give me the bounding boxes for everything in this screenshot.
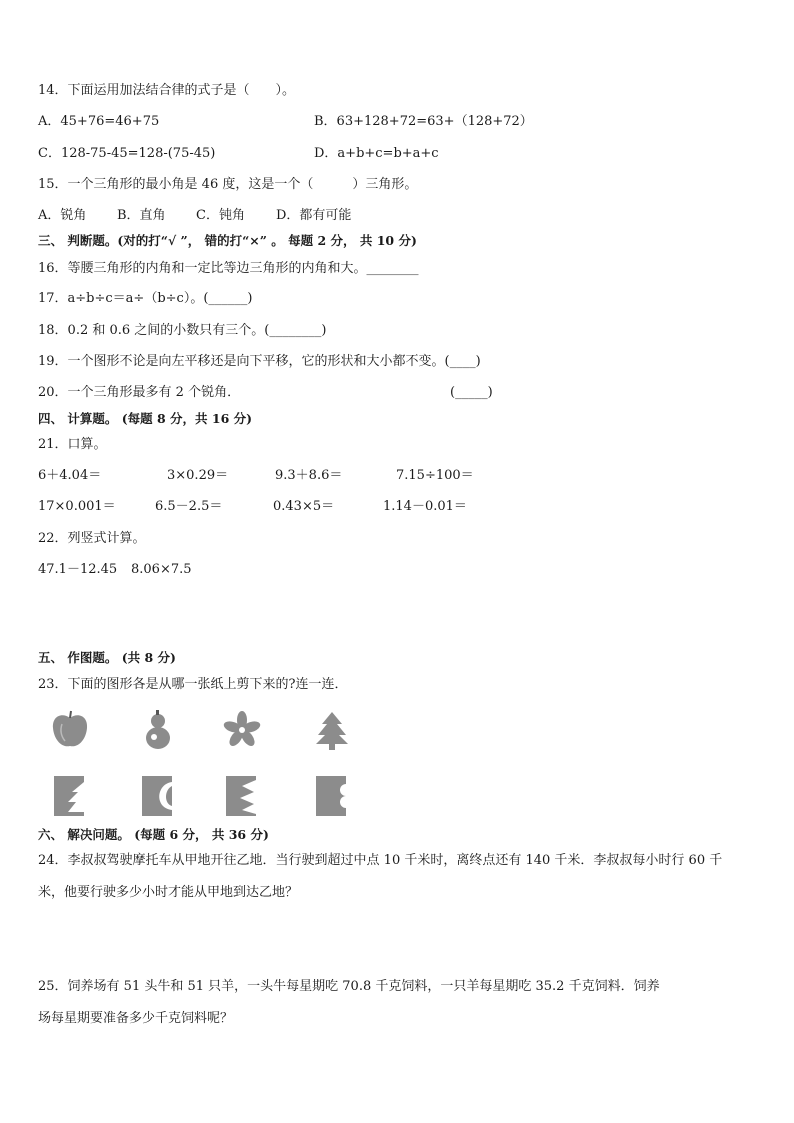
- q23-stem: 23．下面的图形各是从哪一张纸上剪下来的?连一连．: [38, 677, 348, 692]
- q21-calc: 7.15÷100＝: [396, 468, 474, 483]
- section-6-heading: 六、 解决问题。 (每题 6 分， 共 36 分): [38, 827, 269, 842]
- q19-text: 19．一个图形不论是向左平移还是向下平移，它的形状和大小都不变。(____): [38, 354, 481, 369]
- q22-item: 47.1－12.45: [38, 562, 118, 577]
- q14-option-a: A．45+76=46+75: [38, 114, 160, 129]
- tree-shape-icon: [310, 708, 354, 752]
- q21-calc: 6.5－2.5＝: [155, 499, 223, 514]
- section-4-heading: 四、 计算题。 (每题 8 分，共 16 分): [38, 411, 253, 426]
- q14-stem: 14．下面运用加法结合律的式子是（ ）。: [38, 83, 296, 98]
- q16-text: 16．等腰三角形的内角和一定比等边三角形的内角和大。________: [38, 261, 419, 276]
- section-3-heading: 三、 判断题。(对的打“√ ”， 错的打“×” 。 每题 2 分， 共 10 分): [38, 233, 417, 248]
- apple-shape-icon: [48, 708, 92, 752]
- q18-text: 18．0.2 和 0.6 之间的小数只有三个。(________): [38, 323, 327, 338]
- q14-option-d: D．a+b+c=b+a+c: [314, 146, 439, 161]
- q24-line-1: 24．李叔叔驾驶摩托车从甲地开往乙地．当行驶到超过中点 10 千米时，离终点还有 140 千米．李叔叔每小时行 60 千: [38, 853, 723, 868]
- gourd-shape-icon: [136, 708, 180, 752]
- q24-line-2: 米，他要行驶多少小时才能从甲地到达乙地？: [38, 885, 299, 900]
- q21-calc: 9.3＋8.6＝: [275, 468, 343, 483]
- q15-option-a: A．锐角: [38, 208, 87, 223]
- q25-line-1: 25．饲养场有 51 头牛和 51 只羊，一头牛每星期吃 70.8 千克饲料，一只羊每星期吃 35.2 千克饲料．饲养: [38, 979, 660, 994]
- q21-calc: 6＋4.04＝: [38, 468, 102, 483]
- paper-cut-moon-icon: [136, 774, 180, 818]
- q20-text: 20．一个三角形最多有 2 个锐角．: [38, 385, 241, 400]
- q21-calc: 17×0.001＝: [38, 499, 116, 514]
- flower-shape-icon: [220, 708, 264, 752]
- q15-option-c: C．钝角: [196, 208, 245, 223]
- q14-option-b: B．63+128+72=63+（128+72）: [314, 114, 533, 129]
- q15-stem: 15．一个三角形的最小角是 46 度，这是一个（ ）三角形。: [38, 177, 418, 192]
- q21-calc: 3×0.29＝: [167, 468, 229, 483]
- paper-cut-bite-icon: [310, 774, 354, 818]
- q14-option-c: C．128-75-45=128-(75-45): [38, 146, 216, 161]
- section-5-heading: 五、 作图题。 (共 8 分): [38, 650, 176, 665]
- q20-answer-blank: (_____): [450, 385, 493, 400]
- q21-calc: 1.14－0.01＝: [383, 499, 467, 514]
- q22-item: 8.06×7.5: [131, 562, 192, 577]
- q15-option-d: D．都有可能: [276, 208, 352, 223]
- paper-cut-zigzag-icon: [220, 774, 264, 818]
- q22-stem: 22．列竖式计算。: [38, 531, 146, 546]
- paper-cut-tree-icon: [48, 774, 92, 818]
- q25-line-2: 场每星期要准备多少千克饲料呢？: [38, 1011, 234, 1026]
- q17-text: 17．a÷b÷c＝a÷（b÷c）。(______): [38, 291, 253, 306]
- q21-stem: 21．口算。: [38, 437, 107, 452]
- q15-option-b: B．直角: [117, 208, 166, 223]
- q21-calc: 0.43×5＝: [273, 499, 335, 514]
